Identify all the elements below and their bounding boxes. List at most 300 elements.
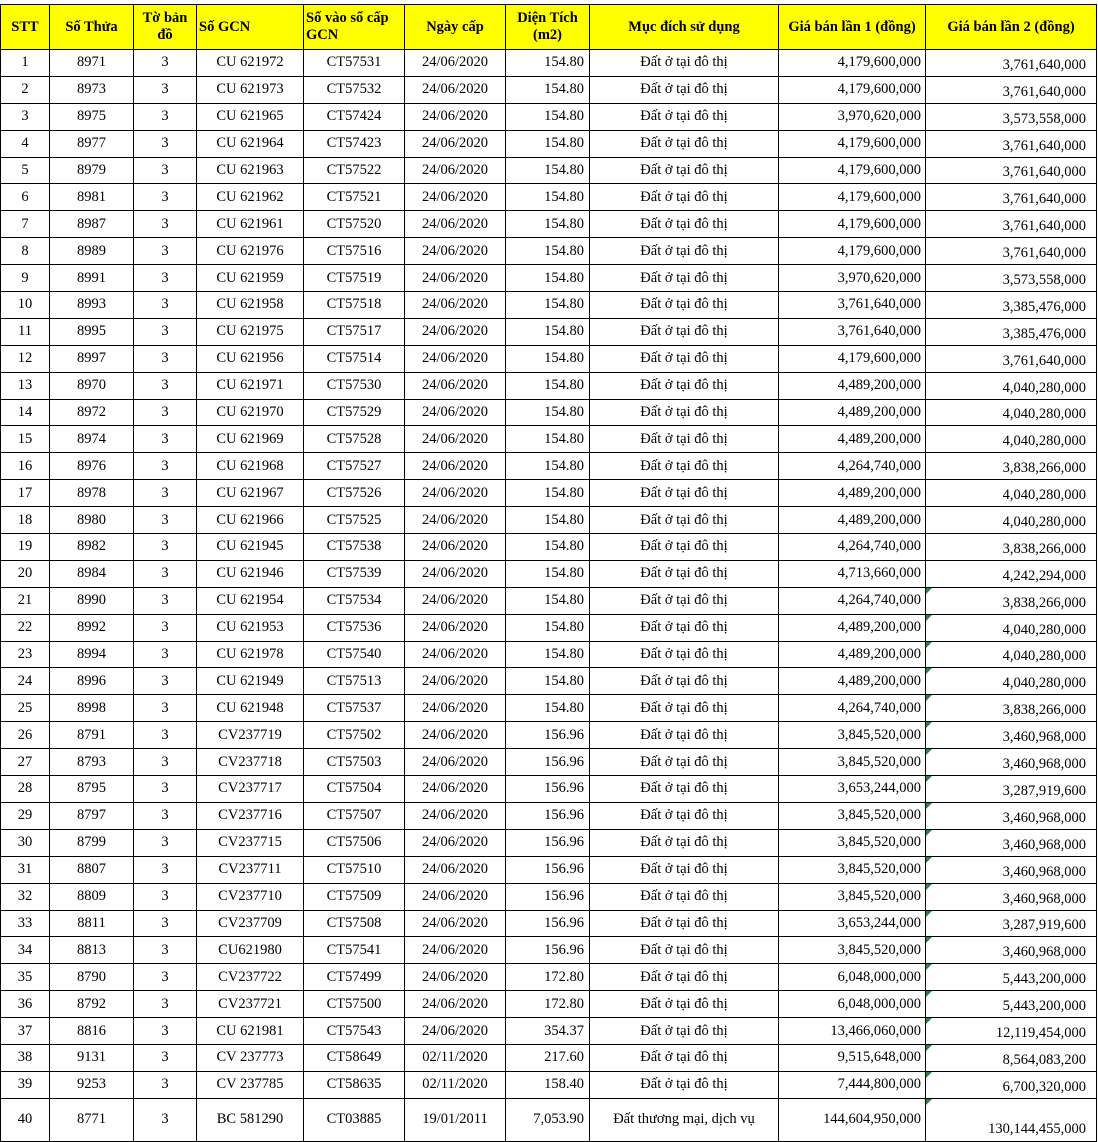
cell-dien-tich: 154.80 — [506, 184, 590, 211]
cell-ngay-cap: 24/06/2020 — [405, 749, 506, 776]
cell-gia-ban-2: 3,460,968,000 — [926, 802, 1097, 829]
cell-gia-ban-2: 3,838,266,000 — [926, 587, 1097, 614]
cell-so-gcn: CU 621975 — [197, 318, 304, 345]
header-muc-dich: Mục đích sử dụng — [590, 5, 779, 50]
cell-muc-dich: Đất ở tại đô thị — [590, 937, 779, 964]
cell-gia-ban-1: 3,970,620,000 — [779, 265, 926, 292]
cell-so-vao-so: CT57531 — [304, 50, 405, 77]
cell-to-ban-do: 3 — [134, 184, 197, 211]
cell-muc-dich: Đất ở tại đô thị — [590, 265, 779, 292]
cell-so-vao-so: CT57513 — [304, 668, 405, 695]
cell-muc-dich: Đất ở tại đô thị — [590, 130, 779, 157]
cell-dien-tich: 156.96 — [506, 722, 590, 749]
cell-stt: 36 — [1, 991, 50, 1018]
table-row — [1, 265, 1097, 292]
cell-to-ban-do: 3 — [134, 426, 197, 453]
cell-to-ban-do: 3 — [134, 749, 197, 776]
cell-to-ban-do: 3 — [134, 265, 197, 292]
cell-so-thua: 8970 — [50, 372, 134, 399]
cell-muc-dich: Đất thương mại, dịch vụ — [590, 1098, 779, 1141]
table-row — [1, 641, 1097, 668]
cell-to-ban-do: 3 — [134, 776, 197, 803]
cell-to-ban-do: 3 — [134, 50, 197, 77]
cell-to-ban-do: 3 — [134, 641, 197, 668]
cell-gia-ban-2: 4,040,280,000 — [926, 641, 1097, 668]
cell-so-vao-so: CT57522 — [304, 157, 405, 184]
cell-muc-dich: Đất ở tại đô thị — [590, 480, 779, 507]
table-row — [1, 668, 1097, 695]
cell-so-vao-so: CT57507 — [304, 802, 405, 829]
cell-muc-dich: Đất ở tại đô thị — [590, 722, 779, 749]
cell-muc-dich: Đất ở tại đô thị — [590, 507, 779, 534]
cell-stt: 15 — [1, 426, 50, 453]
table-row — [1, 614, 1097, 641]
cell-gia-ban-2: 12,119,454,000 — [926, 1018, 1097, 1045]
table-row — [1, 910, 1097, 937]
cell-gia-ban-2: 3,761,640,000 — [926, 345, 1097, 372]
cell-muc-dich: Đất ở tại đô thị — [590, 614, 779, 641]
cell-gia-ban-1: 4,489,200,000 — [779, 426, 926, 453]
cell-to-ban-do: 3 — [134, 292, 197, 319]
cell-to-ban-do: 3 — [134, 211, 197, 238]
table-row — [1, 211, 1097, 238]
cell-to-ban-do: 3 — [134, 534, 197, 561]
cell-stt: 25 — [1, 695, 50, 722]
cell-so-gcn: CV237709 — [197, 910, 304, 937]
cell-gia-ban-1: 6,048,000,000 — [779, 964, 926, 991]
cell-gia-ban-2: 3,761,640,000 — [926, 238, 1097, 265]
cell-so-thua: 8799 — [50, 829, 134, 856]
cell-so-thua: 8993 — [50, 292, 134, 319]
cell-so-vao-so: CT58635 — [304, 1071, 405, 1098]
cell-to-ban-do: 3 — [134, 372, 197, 399]
table-row — [1, 722, 1097, 749]
cell-dien-tich: 156.96 — [506, 883, 590, 910]
cell-gia-ban-1: 13,466,060,000 — [779, 1018, 926, 1045]
cell-stt: 23 — [1, 641, 50, 668]
cell-gia-ban-1: 3,845,520,000 — [779, 802, 926, 829]
cell-so-gcn: CU 621976 — [197, 238, 304, 265]
cell-so-vao-so: CT57517 — [304, 318, 405, 345]
cell-gia-ban-2: 4,040,280,000 — [926, 507, 1097, 534]
header-so-thua: Số Thửa — [50, 5, 134, 50]
cell-muc-dich: Đất ở tại đô thị — [590, 964, 779, 991]
cell-so-gcn: CU 621978 — [197, 641, 304, 668]
cell-gia-ban-1: 4,713,660,000 — [779, 560, 926, 587]
cell-dien-tich: 156.96 — [506, 910, 590, 937]
cell-so-gcn: CV 237785 — [197, 1071, 304, 1098]
cell-so-vao-so: CT57532 — [304, 76, 405, 103]
cell-dien-tich: 154.80 — [506, 130, 590, 157]
cell-so-thua: 8997 — [50, 345, 134, 372]
cell-so-gcn: CU 621958 — [197, 292, 304, 319]
cell-stt: 34 — [1, 937, 50, 964]
cell-to-ban-do: 3 — [134, 587, 197, 614]
cell-so-vao-so: CT57502 — [304, 722, 405, 749]
cell-gia-ban-2: 3,385,476,000 — [926, 292, 1097, 319]
cell-so-vao-so: CT57510 — [304, 856, 405, 883]
cell-gia-ban-1: 3,845,520,000 — [779, 829, 926, 856]
cell-so-gcn: CU 621969 — [197, 426, 304, 453]
cell-gia-ban-2: 4,040,280,000 — [926, 614, 1097, 641]
cell-stt: 21 — [1, 587, 50, 614]
table-row — [1, 964, 1097, 991]
cell-gia-ban-2: 3,838,266,000 — [926, 534, 1097, 561]
cell-dien-tich: 156.96 — [506, 856, 590, 883]
cell-to-ban-do: 3 — [134, 991, 197, 1018]
cell-ngay-cap: 24/06/2020 — [405, 211, 506, 238]
cell-so-thua: 8813 — [50, 937, 134, 964]
cell-muc-dich: Đất ở tại đô thị — [590, 399, 779, 426]
cell-so-vao-so: CT57527 — [304, 453, 405, 480]
cell-gia-ban-2: 3,573,558,000 — [926, 103, 1097, 130]
cell-so-gcn: CU 621959 — [197, 265, 304, 292]
cell-ngay-cap: 24/06/2020 — [405, 318, 506, 345]
cell-to-ban-do: 3 — [134, 1044, 197, 1071]
cell-to-ban-do: 3 — [134, 103, 197, 130]
cell-so-vao-so: CT57509 — [304, 883, 405, 910]
cell-stt: 39 — [1, 1071, 50, 1098]
table-row — [1, 50, 1097, 77]
cell-stt: 22 — [1, 614, 50, 641]
cell-to-ban-do: 3 — [134, 829, 197, 856]
cell-to-ban-do: 3 — [134, 76, 197, 103]
cell-stt: 2 — [1, 76, 50, 103]
cell-dien-tich: 154.80 — [506, 614, 590, 641]
cell-so-vao-so: CT57518 — [304, 292, 405, 319]
cell-so-vao-so: CT57503 — [304, 749, 405, 776]
cell-so-thua: 8793 — [50, 749, 134, 776]
cell-so-vao-so: CT57423 — [304, 130, 405, 157]
cell-so-vao-so: CT57543 — [304, 1018, 405, 1045]
cell-ngay-cap: 24/06/2020 — [405, 641, 506, 668]
cell-so-gcn: CV237710 — [197, 883, 304, 910]
cell-so-gcn: CU 621973 — [197, 76, 304, 103]
cell-so-thua: 8992 — [50, 614, 134, 641]
table-row — [1, 883, 1097, 910]
cell-muc-dich: Đất ở tại đô thị — [590, 1018, 779, 1045]
cell-ngay-cap: 24/06/2020 — [405, 184, 506, 211]
cell-so-vao-so: CT57506 — [304, 829, 405, 856]
cell-dien-tich: 156.96 — [506, 776, 590, 803]
header-to-ban-do: Tờ bản đồ — [134, 5, 197, 50]
cell-muc-dich: Đất ở tại đô thị — [590, 587, 779, 614]
header-row — [1, 5, 1097, 50]
table-row — [1, 184, 1097, 211]
table-row — [1, 1071, 1097, 1098]
cell-so-vao-so: CT57520 — [304, 211, 405, 238]
table-row — [1, 991, 1097, 1018]
header-dien-tich: Diện Tích (m2) — [506, 5, 590, 50]
cell-to-ban-do: 3 — [134, 964, 197, 991]
cell-so-gcn: CV237721 — [197, 991, 304, 1018]
table-row — [1, 1018, 1097, 1045]
cell-muc-dich: Đất ở tại đô thị — [590, 991, 779, 1018]
cell-gia-ban-2: 3,460,968,000 — [926, 829, 1097, 856]
cell-so-vao-so: CT57504 — [304, 776, 405, 803]
cell-gia-ban-2: 4,040,280,000 — [926, 480, 1097, 507]
cell-so-thua: 8807 — [50, 856, 134, 883]
cell-gia-ban-1: 4,179,600,000 — [779, 211, 926, 238]
cell-stt: 40 — [1, 1098, 50, 1141]
cell-gia-ban-1: 3,845,520,000 — [779, 749, 926, 776]
cell-so-vao-so: CT57538 — [304, 534, 405, 561]
cell-to-ban-do: 3 — [134, 614, 197, 641]
cell-gia-ban-2: 3,761,640,000 — [926, 184, 1097, 211]
cell-so-thua: 8809 — [50, 883, 134, 910]
cell-gia-ban-2: 5,443,200,000 — [926, 964, 1097, 991]
table-row — [1, 318, 1097, 345]
cell-stt: 16 — [1, 453, 50, 480]
cell-muc-dich: Đất ở tại đô thị — [590, 318, 779, 345]
cell-ngay-cap: 24/06/2020 — [405, 695, 506, 722]
cell-so-thua: 9131 — [50, 1044, 134, 1071]
cell-so-gcn: CU621980 — [197, 937, 304, 964]
cell-gia-ban-1: 4,264,740,000 — [779, 453, 926, 480]
cell-so-vao-so: CT03885 — [304, 1098, 405, 1141]
cell-ngay-cap: 24/06/2020 — [405, 238, 506, 265]
cell-stt: 18 — [1, 507, 50, 534]
cell-gia-ban-2: 3,460,968,000 — [926, 722, 1097, 749]
cell-ngay-cap: 02/11/2020 — [405, 1071, 506, 1098]
cell-so-gcn: CV237719 — [197, 722, 304, 749]
cell-stt: 32 — [1, 883, 50, 910]
cell-ngay-cap: 19/01/2011 — [405, 1098, 506, 1141]
cell-so-vao-so: CT57516 — [304, 238, 405, 265]
cell-muc-dich: Đất ở tại đô thị — [590, 76, 779, 103]
cell-stt: 17 — [1, 480, 50, 507]
cell-so-vao-so: CT57541 — [304, 937, 405, 964]
cell-gia-ban-1: 3,761,640,000 — [779, 318, 926, 345]
cell-so-thua: 8791 — [50, 722, 134, 749]
cell-ngay-cap: 24/06/2020 — [405, 587, 506, 614]
cell-ngay-cap: 24/06/2020 — [405, 130, 506, 157]
cell-stt: 20 — [1, 560, 50, 587]
table-row — [1, 130, 1097, 157]
cell-stt: 30 — [1, 829, 50, 856]
cell-stt: 1 — [1, 50, 50, 77]
table-row — [1, 829, 1097, 856]
cell-gia-ban-1: 4,264,740,000 — [779, 587, 926, 614]
cell-so-vao-so: CT57529 — [304, 399, 405, 426]
cell-to-ban-do: 3 — [134, 668, 197, 695]
cell-so-thua: 8990 — [50, 587, 134, 614]
cell-so-gcn: CU 621968 — [197, 453, 304, 480]
cell-gia-ban-2: 3,460,968,000 — [926, 749, 1097, 776]
cell-so-vao-so: CT57540 — [304, 641, 405, 668]
cell-ngay-cap: 24/06/2020 — [405, 372, 506, 399]
cell-so-vao-so: CT57514 — [304, 345, 405, 372]
table-row — [1, 749, 1097, 776]
cell-muc-dich: Đất ở tại đô thị — [590, 1071, 779, 1098]
table-row — [1, 103, 1097, 130]
cell-gia-ban-2: 3,761,640,000 — [926, 211, 1097, 238]
cell-so-thua: 8790 — [50, 964, 134, 991]
cell-to-ban-do: 3 — [134, 480, 197, 507]
cell-gia-ban-1: 3,845,520,000 — [779, 937, 926, 964]
cell-muc-dich: Đất ở tại đô thị — [590, 695, 779, 722]
table-row — [1, 1098, 1097, 1141]
cell-muc-dich: Đất ở tại đô thị — [590, 372, 779, 399]
cell-to-ban-do: 3 — [134, 1071, 197, 1098]
cell-so-gcn: CU 621949 — [197, 668, 304, 695]
cell-so-thua: 8975 — [50, 103, 134, 130]
cell-ngay-cap: 24/06/2020 — [405, 560, 506, 587]
cell-gia-ban-1: 3,653,244,000 — [779, 910, 926, 937]
cell-gia-ban-1: 3,970,620,000 — [779, 103, 926, 130]
header-so-gcn: Số GCN — [197, 5, 304, 50]
cell-stt: 13 — [1, 372, 50, 399]
cell-stt: 11 — [1, 318, 50, 345]
cell-dien-tich: 156.96 — [506, 749, 590, 776]
cell-to-ban-do: 3 — [134, 507, 197, 534]
cell-muc-dich: Đất ở tại đô thị — [590, 910, 779, 937]
cell-dien-tich: 154.80 — [506, 507, 590, 534]
cell-gia-ban-1: 4,489,200,000 — [779, 399, 926, 426]
cell-dien-tich: 154.80 — [506, 50, 590, 77]
cell-gia-ban-2: 4,040,280,000 — [926, 399, 1097, 426]
cell-muc-dich: Đất ở tại đô thị — [590, 103, 779, 130]
cell-to-ban-do: 3 — [134, 883, 197, 910]
cell-so-gcn: CU 621946 — [197, 560, 304, 587]
cell-ngay-cap: 24/06/2020 — [405, 157, 506, 184]
cell-so-thua: 9253 — [50, 1071, 134, 1098]
cell-dien-tich: 154.80 — [506, 641, 590, 668]
cell-gia-ban-1: 4,264,740,000 — [779, 534, 926, 561]
cell-ngay-cap: 24/06/2020 — [405, 426, 506, 453]
cell-ngay-cap: 24/06/2020 — [405, 802, 506, 829]
cell-so-thua: 8995 — [50, 318, 134, 345]
cell-so-gcn: CU 621963 — [197, 157, 304, 184]
table-row — [1, 372, 1097, 399]
cell-dien-tich: 154.80 — [506, 480, 590, 507]
cell-stt: 12 — [1, 345, 50, 372]
cell-ngay-cap: 24/06/2020 — [405, 883, 506, 910]
cell-stt: 26 — [1, 722, 50, 749]
cell-so-thua: 8996 — [50, 668, 134, 695]
cell-so-thua: 8989 — [50, 238, 134, 265]
cell-ngay-cap: 24/06/2020 — [405, 937, 506, 964]
cell-gia-ban-1: 3,653,244,000 — [779, 776, 926, 803]
cell-ngay-cap: 24/06/2020 — [405, 614, 506, 641]
cell-so-thua: 8972 — [50, 399, 134, 426]
cell-ngay-cap: 24/06/2020 — [405, 722, 506, 749]
table-row — [1, 695, 1097, 722]
cell-gia-ban-2: 4,242,294,000 — [926, 560, 1097, 587]
cell-ngay-cap: 24/06/2020 — [405, 265, 506, 292]
header-so-vao-so: Số vào sổ cấp GCN — [304, 5, 405, 50]
table-row — [1, 1044, 1097, 1071]
cell-stt: 8 — [1, 238, 50, 265]
cell-muc-dich: Đất ở tại đô thị — [590, 211, 779, 238]
cell-dien-tich: 154.80 — [506, 372, 590, 399]
cell-so-vao-so: CT57530 — [304, 372, 405, 399]
cell-gia-ban-1: 4,179,600,000 — [779, 345, 926, 372]
cell-muc-dich: Đất ở tại đô thị — [590, 534, 779, 561]
cell-gia-ban-2: 3,385,476,000 — [926, 318, 1097, 345]
cell-so-vao-so: CT57519 — [304, 265, 405, 292]
cell-so-vao-so: CT58649 — [304, 1044, 405, 1071]
cell-gia-ban-1: 4,179,600,000 — [779, 157, 926, 184]
cell-dien-tich: 154.80 — [506, 211, 590, 238]
cell-so-vao-so: CT57526 — [304, 480, 405, 507]
table-row — [1, 534, 1097, 561]
cell-dien-tich: 154.80 — [506, 345, 590, 372]
cell-gia-ban-1: 4,179,600,000 — [779, 50, 926, 77]
cell-to-ban-do: 3 — [134, 802, 197, 829]
cell-gia-ban-2: 3,761,640,000 — [926, 157, 1097, 184]
cell-stt: 33 — [1, 910, 50, 937]
table-row — [1, 937, 1097, 964]
cell-so-gcn: CU 621956 — [197, 345, 304, 372]
cell-ngay-cap: 24/06/2020 — [405, 399, 506, 426]
cell-muc-dich: Đất ở tại đô thị — [590, 238, 779, 265]
cell-gia-ban-2: 3,460,968,000 — [926, 937, 1097, 964]
cell-to-ban-do: 3 — [134, 695, 197, 722]
header-gia-ban-2: Giá bán lần 2 (đồng) — [926, 5, 1097, 50]
cell-dien-tich: 154.80 — [506, 76, 590, 103]
cell-dien-tich: 154.80 — [506, 534, 590, 561]
cell-gia-ban-2: 3,573,558,000 — [926, 265, 1097, 292]
cell-so-thua: 8979 — [50, 157, 134, 184]
cell-stt: 5 — [1, 157, 50, 184]
cell-gia-ban-1: 4,489,200,000 — [779, 480, 926, 507]
cell-ngay-cap: 24/06/2020 — [405, 991, 506, 1018]
cell-stt: 35 — [1, 964, 50, 991]
cell-muc-dich: Đất ở tại đô thị — [590, 453, 779, 480]
cell-so-thua: 8984 — [50, 560, 134, 587]
cell-gia-ban-1: 7,444,800,000 — [779, 1071, 926, 1098]
cell-so-gcn: CU 621962 — [197, 184, 304, 211]
cell-so-vao-so: CT57525 — [304, 507, 405, 534]
cell-dien-tich: 156.96 — [506, 829, 590, 856]
cell-dien-tich: 154.80 — [506, 695, 590, 722]
cell-muc-dich: Đất ở tại đô thị — [590, 50, 779, 77]
cell-muc-dich: Đất ở tại đô thị — [590, 641, 779, 668]
cell-so-gcn: CV237715 — [197, 829, 304, 856]
cell-so-vao-so: CT57536 — [304, 614, 405, 641]
cell-so-gcn: CU 621961 — [197, 211, 304, 238]
table-row — [1, 560, 1097, 587]
header-gia-ban-1: Giá bán lần 1 (đồng) — [779, 5, 926, 50]
cell-so-thua: 8973 — [50, 76, 134, 103]
table-row — [1, 292, 1097, 319]
cell-so-thua: 8971 — [50, 50, 134, 77]
cell-to-ban-do: 3 — [134, 157, 197, 184]
cell-so-thua: 8994 — [50, 641, 134, 668]
cell-dien-tich: 154.80 — [506, 103, 590, 130]
cell-stt: 24 — [1, 668, 50, 695]
cell-so-vao-so: CT57500 — [304, 991, 405, 1018]
table-row — [1, 507, 1097, 534]
cell-gia-ban-2: 3,838,266,000 — [926, 695, 1097, 722]
cell-to-ban-do: 3 — [134, 130, 197, 157]
cell-stt: 6 — [1, 184, 50, 211]
cell-ngay-cap: 24/06/2020 — [405, 856, 506, 883]
cell-stt: 37 — [1, 1018, 50, 1045]
cell-dien-tich: 154.80 — [506, 560, 590, 587]
cell-so-thua: 8977 — [50, 130, 134, 157]
cell-so-gcn: CU 621967 — [197, 480, 304, 507]
cell-ngay-cap: 24/06/2020 — [405, 345, 506, 372]
cell-dien-tich: 154.80 — [506, 453, 590, 480]
cell-gia-ban-1: 4,489,200,000 — [779, 507, 926, 534]
cell-muc-dich: Đất ở tại đô thị — [590, 426, 779, 453]
cell-gia-ban-1: 4,489,200,000 — [779, 614, 926, 641]
cell-so-vao-so: CT57537 — [304, 695, 405, 722]
cell-so-thua: 8816 — [50, 1018, 134, 1045]
table-row — [1, 480, 1097, 507]
